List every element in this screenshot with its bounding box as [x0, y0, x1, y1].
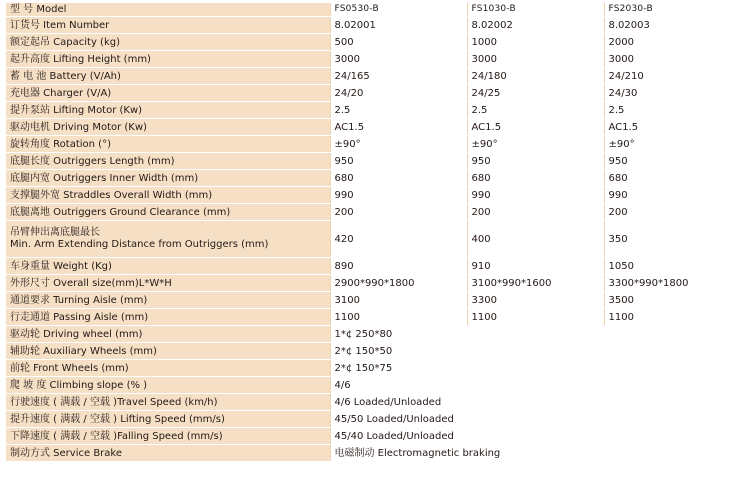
table-row [6, 17, 741, 34]
cell-value: 990 [467, 187, 604, 204]
table-row [6, 85, 741, 102]
cell-value: 680 [467, 170, 604, 187]
row-label: 底腿长度 Outriggers Length (mm) [6, 153, 330, 170]
row-label: 旋转角度 Rotation (°) [6, 136, 330, 153]
table-row [6, 68, 741, 85]
model-name: FS1030-B [467, 3, 604, 17]
row-label [6, 221, 330, 258]
row-label: 起升高度 Lifting Height (mm) [6, 51, 330, 68]
row-label: 额定起吊 Capacity (kg) [6, 34, 330, 51]
table-row [6, 258, 741, 275]
table-row [6, 275, 741, 292]
table-row-shared [6, 343, 741, 360]
cell-value: 8.02001 [330, 17, 467, 34]
row-label: 充电器 Charger (V/A) [6, 85, 330, 102]
table-row-shared [6, 445, 741, 462]
cell-value: AC1.5 [604, 119, 741, 136]
cell-value: 24/25 [467, 85, 604, 102]
table-row [6, 309, 741, 326]
row-label: 提升速度 ( 满载 / 空载 ) Lifting Speed (mm/s) [6, 411, 330, 428]
shared-cell-value: 电磁制动 Electromagnetic braking [330, 445, 741, 462]
cell-value: 3300 [467, 292, 604, 309]
table-row [6, 170, 741, 187]
table-row-shared [6, 394, 741, 411]
table-row-shared [6, 360, 741, 377]
table-row [6, 102, 741, 119]
shared-cell-value: 1*¢ 250*80 [330, 326, 741, 343]
cell-value: 3000 [604, 51, 741, 68]
table-row-shared [6, 411, 741, 428]
table-row-shared [6, 428, 741, 445]
row-label: 订货号 Item Number [6, 17, 330, 34]
table-row [6, 34, 741, 51]
row-label: 辅助轮 Auxiliary Wheels (mm) [6, 343, 330, 360]
cell-value: 1100 [604, 309, 741, 326]
cell-value: 500 [330, 34, 467, 51]
table-row [6, 204, 741, 221]
cell-value: 3500 [604, 292, 741, 309]
table-row [6, 221, 741, 258]
row-label: 提升泵站 Lifting Motor (Kw) [6, 102, 330, 119]
cell-value: 890 [330, 258, 467, 275]
cell-value: 2.5 [604, 102, 741, 119]
model-name: FS2030-B [604, 3, 741, 17]
table-row [6, 153, 741, 170]
cell-value: 24/165 [330, 68, 467, 85]
cell-value: 950 [330, 153, 467, 170]
cell-value: 8.02003 [604, 17, 741, 34]
table-row [6, 136, 741, 153]
cell-value: 400 [467, 221, 604, 258]
cell-value: 1100 [330, 309, 467, 326]
row-label: 驱动轮 Driving wheel (mm) [6, 326, 330, 343]
table-row [6, 51, 741, 68]
cell-value: 3100*990*1600 [467, 275, 604, 292]
row-label: 行走通道 Passing Aisle (mm) [6, 309, 330, 326]
header-label: 型 号 Model [6, 3, 330, 17]
cell-value: 990 [330, 187, 467, 204]
cell-value: 24/210 [604, 68, 741, 85]
cell-value: 2.5 [467, 102, 604, 119]
model-name: FS0530-B [330, 3, 467, 17]
row-label: 底腿离地 Outriggers Ground Clearance (mm) [6, 204, 330, 221]
shared-cell-value: 2*¢ 150*50 [330, 343, 741, 360]
shared-cell-value: 4/6 [330, 377, 741, 394]
cell-value: 910 [467, 258, 604, 275]
cell-value: 2.5 [330, 102, 467, 119]
shared-cell-value: 45/40 Loaded/Unloaded [330, 428, 741, 445]
cell-value: 680 [330, 170, 467, 187]
row-label: 车身重量 Weight (Kg) [6, 258, 330, 275]
row-label: 行驶速度 ( 满载 / 空载 )Travel Speed (km/h) [6, 394, 330, 411]
shared-cell-value: 2*¢ 150*75 [330, 360, 741, 377]
row-label: 底腿内宽 Outriggers Inner Width (mm) [6, 170, 330, 187]
cell-value: ±90° [467, 136, 604, 153]
cell-value: 420 [330, 221, 467, 258]
cell-value: 24/20 [330, 85, 467, 102]
cell-value: 24/30 [604, 85, 741, 102]
row-label: 蓄 电 池 Battery (V/Ah) [6, 68, 330, 85]
cell-value: 350 [604, 221, 741, 258]
cell-value: 3300*990*1800 [604, 275, 741, 292]
cell-value: ±90° [330, 136, 467, 153]
cell-value: 680 [604, 170, 741, 187]
row-label: 支撑腿外宽 Straddles Overall Width (mm) [6, 187, 330, 204]
header-row [6, 3, 741, 17]
row-label-cn: 吊臂伸出离底腿最长 [10, 227, 100, 238]
cell-value: 1000 [467, 34, 604, 51]
cell-value: 3100 [330, 292, 467, 309]
cell-value: 950 [604, 153, 741, 170]
cell-value: 200 [467, 204, 604, 221]
row-label: 制动方式 Service Brake [6, 445, 330, 462]
cell-value: 2000 [604, 34, 741, 51]
table-row [6, 119, 741, 136]
cell-value: ±90° [604, 136, 741, 153]
row-label: 下降速度 ( 满载 / 空载 )Falling Speed (mm/s) [6, 428, 330, 445]
cell-value: 200 [330, 204, 467, 221]
cell-value: 3000 [467, 51, 604, 68]
cell-value: AC1.5 [467, 119, 604, 136]
row-label: 爬 坡 度 Climbing slope (% ) [6, 377, 330, 394]
row-label-en: Min. Arm Extending Distance from Outriggers (mm) [10, 239, 269, 250]
row-label: 外形尺寸 Overall size(mm)L*W*H [6, 275, 330, 292]
cell-value: 24/180 [467, 68, 604, 85]
shared-cell-value: 45/50 Loaded/Unloaded [330, 411, 741, 428]
table-row-shared [6, 377, 741, 394]
cell-value: 990 [604, 187, 741, 204]
cell-value: 2900*990*1800 [330, 275, 467, 292]
row-label: 通道要求 Turning Aisle (mm) [6, 292, 330, 309]
cell-value: 3000 [330, 51, 467, 68]
cell-value: 1050 [604, 258, 741, 275]
cell-value: 200 [604, 204, 741, 221]
cell-value: 1100 [467, 309, 604, 326]
table-row [6, 187, 741, 204]
cell-value: 950 [467, 153, 604, 170]
row-label: 驱动电机 Driving Motor (Kw) [6, 119, 330, 136]
spec-table [6, 2, 741, 462]
table-row [6, 292, 741, 309]
shared-cell-value: 4/6 Loaded/Unloaded [330, 394, 741, 411]
cell-value: 8.02002 [467, 17, 604, 34]
row-label: 前轮 Front Wheels (mm) [6, 360, 330, 377]
cell-value: AC1.5 [330, 119, 467, 136]
table-row-shared [6, 326, 741, 343]
